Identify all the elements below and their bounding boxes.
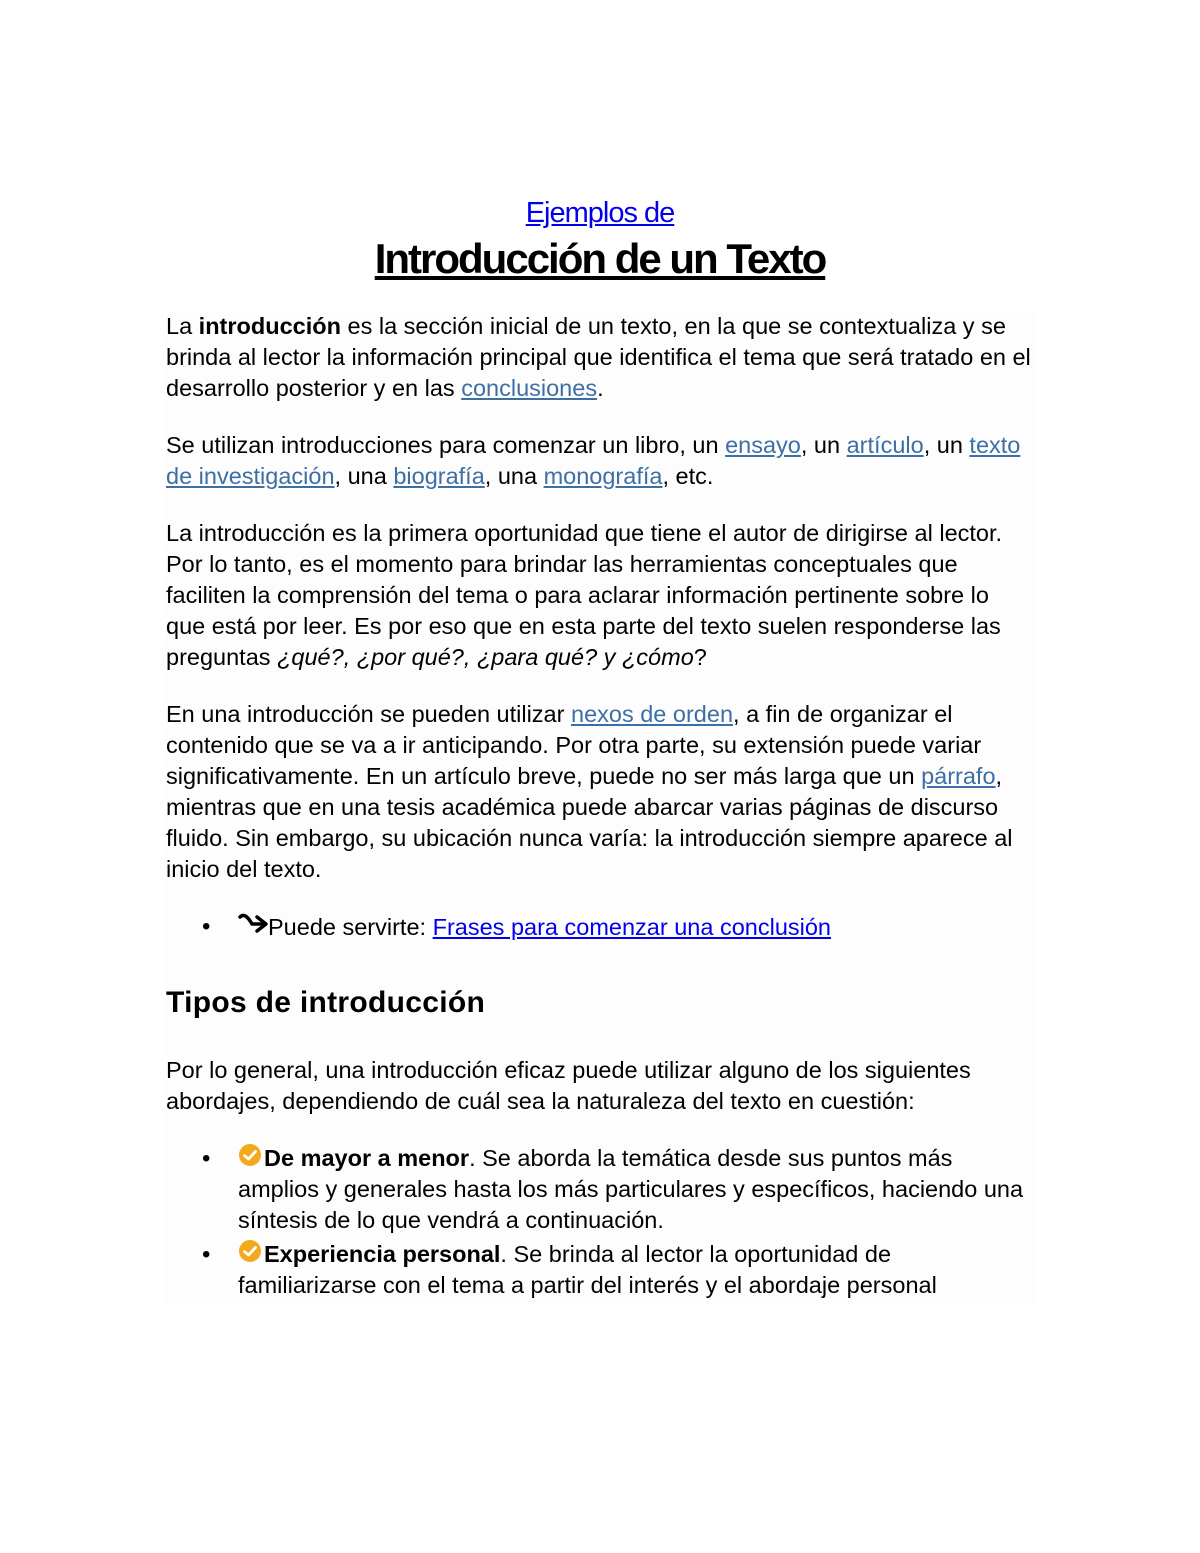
tip-label: Puede servirte: xyxy=(268,914,433,940)
link-articulo[interactable]: artículo xyxy=(846,432,924,458)
subtitle-link[interactable]: Ejemplos de xyxy=(525,197,675,229)
link-frases-conclusion[interactable]: Frases para comenzar una conclusión xyxy=(432,914,831,940)
list-item: • De mayor a menor. Se aborda la temática desde sus puntos más amplios y generales hasta los más particulares y específicos, haciendo una síntesis de lo que vendrá a continuación. xyxy=(238,1143,1034,1236)
check-circle-icon xyxy=(238,1143,262,1167)
paragraph-purpose: La introducción es la primera oportunidad que tiene el autor de dirigirse al lector. Por lo tanto, es el momento para brindar las herramientas conceptuales que faciliten la comprensión del tema o para aclarar información pertinente sobre lo que está por leer. Es por eso que en esta parte del texto suelen responderse las preguntas ¿qué?, ¿por qué?, ¿para qué? y ¿cómo? xyxy=(166,520,1003,670)
tip-list xyxy=(166,911,1034,943)
bold-term: introducción xyxy=(198,313,341,339)
paragraph-intro: La introducción es la sección inicial de un texto, en la que se contextualiza y se brinda al lector la información principal que identifica el tema que será tratado en el desarrollo posterior y en las conclusiones. xyxy=(166,313,1031,401)
paragraph-extension: En una introducción se pueden utilizar nexos de orden, a fin de organizar el contenido que se va a ir anticipando. Por otra parte, su extensión puede variar significativamente. En un artículo breve, puede no ser más larga que un párrafo, mientras que en una tesis académica puede abarcar varias páginas de discurso fluido. Sin embargo, su ubicación nunca varía: la introducción siempre aparece al inicio del texto. xyxy=(166,701,1013,882)
item-term: De mayor a menor xyxy=(264,1145,470,1171)
section-heading: Tipos de introducción xyxy=(166,986,486,1019)
link-texto-investigacion[interactable]: texto de investigación xyxy=(166,432,1021,489)
link-conclusiones[interactable]: conclusiones xyxy=(461,375,598,401)
section-intro: Por lo general, una introducción eficaz puede utilizar alguno de los siguientes abordajes, dependiendo de cuál sea la naturaleza del texto en cuestión: xyxy=(166,1057,971,1114)
questions-italic: ¿qué?, ¿por qué?, ¿para qué? y ¿cómo xyxy=(277,644,694,670)
link-ensayo[interactable]: ensayo xyxy=(725,432,801,458)
check-circle-icon xyxy=(238,1239,262,1263)
list-item: • Experiencia personal. Se brinda al lector la oportunidad de familiarizarse con el tema a partir del interés y el abordaje personal xyxy=(238,1239,1034,1301)
item-term: Experiencia personal xyxy=(264,1241,501,1267)
title-block xyxy=(0,193,1200,285)
link-monografia[interactable]: monografía xyxy=(543,463,663,489)
link-nexos-de-orden[interactable]: nexos de orden xyxy=(571,701,734,727)
article-body xyxy=(166,311,1034,1304)
paragraph-uses: Se utilizan introducciones para comenzar un libro, un ensayo, un artículo, un texto de investigación, una biografía, una monografía, etc. xyxy=(166,432,1021,489)
types-list xyxy=(166,1143,1034,1301)
arrow-icon xyxy=(238,911,268,937)
link-parrafo[interactable]: párrafo xyxy=(921,763,996,789)
tip-item xyxy=(238,911,1034,943)
link-biografia[interactable]: biografía xyxy=(393,463,485,489)
page-title: Introducción de un Texto xyxy=(374,235,826,282)
